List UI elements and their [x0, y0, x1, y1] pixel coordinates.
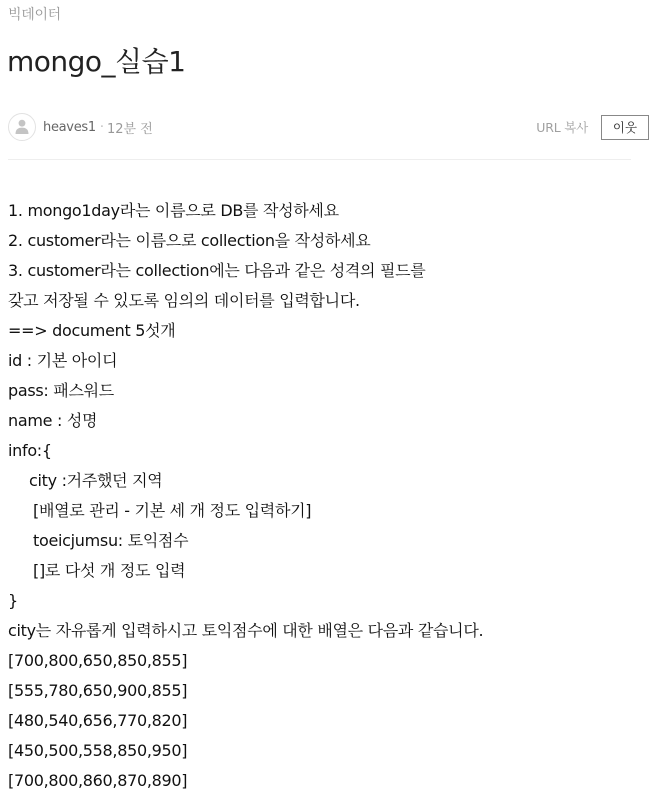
body-line: 갖고 저장될 수 있도록 임의의 데이터를 입력합니다.	[8, 291, 360, 310]
body-line: toeicjumsu: 토익점수	[33, 531, 189, 550]
body-line: ==> document 5섯개	[8, 321, 176, 340]
body-line: [700,800,650,850,855]	[8, 651, 188, 670]
body-line: info:{	[8, 441, 52, 460]
body-line: id : 기본 아이디	[8, 351, 118, 370]
url-copy-button[interactable]: URL 복사	[536, 120, 588, 135]
body-line: [450,500,558,850,950]	[8, 741, 188, 760]
user-silhouette-icon	[15, 119, 29, 134]
category-link[interactable]: 빅데이터	[8, 7, 61, 23]
body-line: name : 성명	[8, 411, 98, 430]
header-divider	[8, 159, 631, 160]
author-avatar[interactable]	[8, 113, 36, 141]
post-body	[8, 196, 648, 796]
body-line: city는 자유롭게 입력하시고 토익점수에 대한 배열은 다음과 같습니다.	[8, 621, 484, 640]
body-line: [700,800,860,870,890]	[8, 771, 188, 790]
neighbor-button[interactable]: 이웃	[601, 115, 649, 140]
body-line: }	[8, 591, 18, 610]
author-name[interactable]: heaves1	[43, 119, 96, 135]
body-line: city :거주했던 지역	[29, 471, 163, 490]
post-time: 12분 전	[106, 121, 153, 137]
body-line: 2. customer라는 이름으로 collection을 작성하세요	[8, 231, 371, 250]
post-title: mongo_실습1	[7, 45, 186, 78]
meta-separator: ·	[99, 119, 104, 135]
body-line: []로 다섯 개 정도 입력	[33, 561, 186, 580]
body-line: [480,540,656,770,820]	[8, 711, 188, 730]
body-line: pass: 패스워드	[8, 381, 114, 400]
body-line: 3. customer라는 collection에는 다음과 같은 성격의 필드를	[8, 261, 426, 280]
body-line: [555,780,650,900,855]	[8, 681, 188, 700]
body-line: [배열로 관리 - 기본 세 개 정도 입력하기]	[33, 501, 312, 520]
body-line: 1. mongo1day라는 이름으로 DB를 작성하세요	[8, 201, 339, 220]
post-meta	[8, 112, 641, 142]
